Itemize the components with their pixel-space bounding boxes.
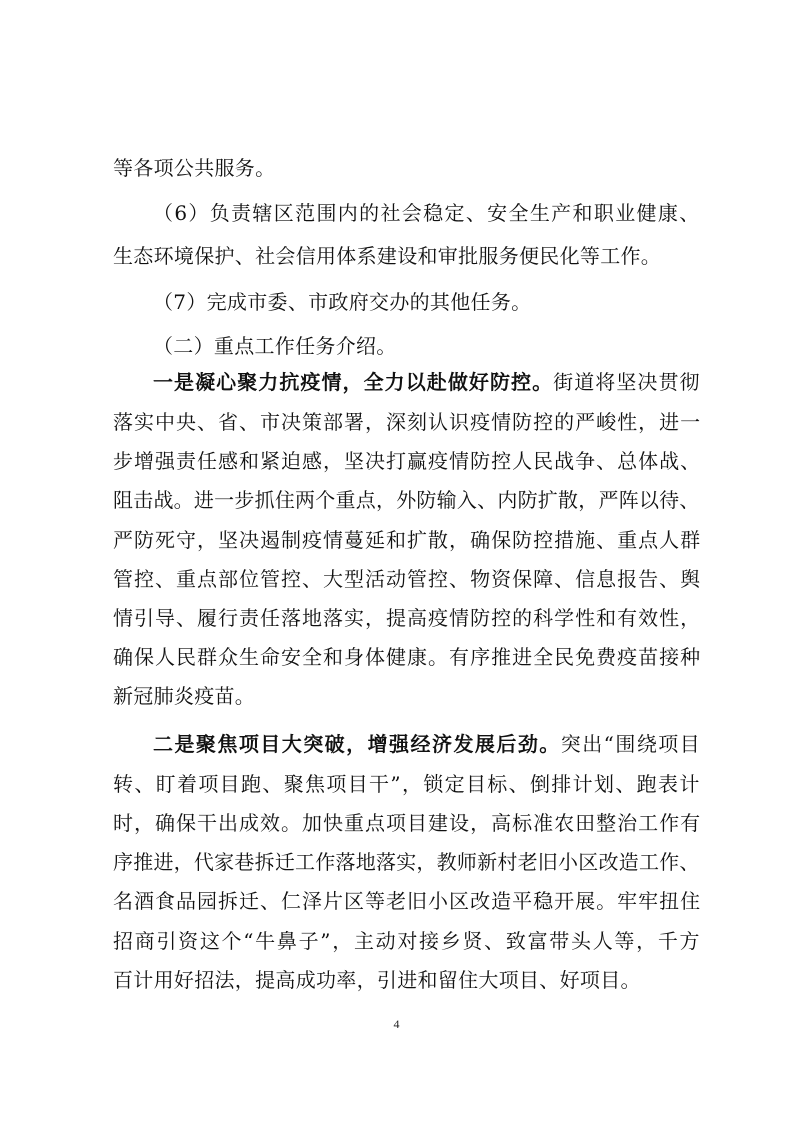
- body-text-span: 生态环境保护、社会信用体系建设和审批服务便民化等工作。: [113, 244, 662, 268]
- body-text-span: 百计用好招法，提高成功率，引进和留住大项目、好项目。: [113, 968, 641, 992]
- text-line: [113, 244, 661, 268]
- bold-lead-text: 一是凝心聚力抗疫情，全力以赴做好防控。: [153, 370, 554, 394]
- text-line: [113, 811, 701, 835]
- text-line: [113, 850, 700, 874]
- text-line: [113, 567, 701, 591]
- body-text-span: （7）完成市委、市政府交办的其他任务。: [153, 290, 532, 314]
- text-line: [153, 290, 531, 314]
- body-text-span: 新冠肺炎疫苗。: [113, 684, 256, 708]
- body-text-span: 名酒食品园拆迁、仁泽片区等老旧小区改造平稳开展。牢牢扭住: [113, 889, 702, 913]
- body-text-span: 落实中央、省、市决策部署，深刻认识疫情防控的严峻性，进一: [113, 410, 702, 434]
- body-text-span: 阻击战。进一步抓住两个重点，外防输入、内防扩散，严阵以待、: [113, 488, 700, 512]
- body-text-span: 招商引资这个“牛鼻子”，主动对接乡贤、致富带头人等，千方: [113, 929, 702, 953]
- text-line: [113, 488, 700, 512]
- text-line: [113, 410, 701, 434]
- body-text-span: 步增强责任感和紧迫感，坚决打赢疫情防控人民战争、总体战、: [113, 449, 702, 473]
- text-line: [113, 528, 701, 552]
- body-text-span: 序推进，代家巷拆迁工作落地落实，教师新村老旧小区改造工作、: [113, 850, 700, 874]
- body-text-span: 突出“围绕项目: [560, 732, 702, 756]
- text-line: [113, 606, 701, 630]
- body-text-span: 管控、重点部位管控、大型活动管控、物资保障、信息报告、舆: [113, 567, 702, 591]
- body-text-span: 严防死守，坚决遏制疫情蔓延和扩散，确保防控措施、重点人群: [113, 528, 702, 552]
- text-line: [153, 201, 701, 225]
- body-text-span: 情引导、履行责任落地落实，提高疫情防控的科学性和有效性，: [113, 606, 702, 630]
- text-line: [113, 449, 701, 473]
- text-line: [113, 889, 701, 913]
- text-line: [113, 772, 701, 796]
- text-line: [153, 334, 397, 358]
- text-line: [113, 645, 701, 669]
- text-line: [113, 968, 641, 992]
- body-text-span: 确保人民群众生命安全和身体健康。有序推进全民免费疫苗接种: [113, 645, 702, 669]
- body-text-span: 等各项公共服务。: [113, 156, 276, 180]
- body-text-span: 街道将坚决贯彻: [553, 370, 701, 394]
- text-line: [113, 684, 255, 708]
- text-line: [113, 156, 275, 180]
- page-number: 4: [393, 1017, 400, 1031]
- bold-lead-text: 二是聚焦项目大突破，增强经济发展后劲。: [153, 732, 561, 756]
- text-line: [113, 929, 701, 953]
- body-text-span: （二）重点工作任务介绍。: [153, 334, 397, 358]
- text-line: [153, 370, 701, 394]
- body-text-span: （6）负责辖区范围内的社会稳定、安全生产和职业健康、: [153, 201, 701, 225]
- body-text-span: 时，确保干出成效。加快重点项目建设，高标准农田整治工作有: [113, 811, 702, 835]
- text-line: [153, 732, 701, 756]
- body-text-span: 转、盯着项目跑、聚焦项目干”，锁定目标、倒排计划、跑表计: [113, 772, 701, 796]
